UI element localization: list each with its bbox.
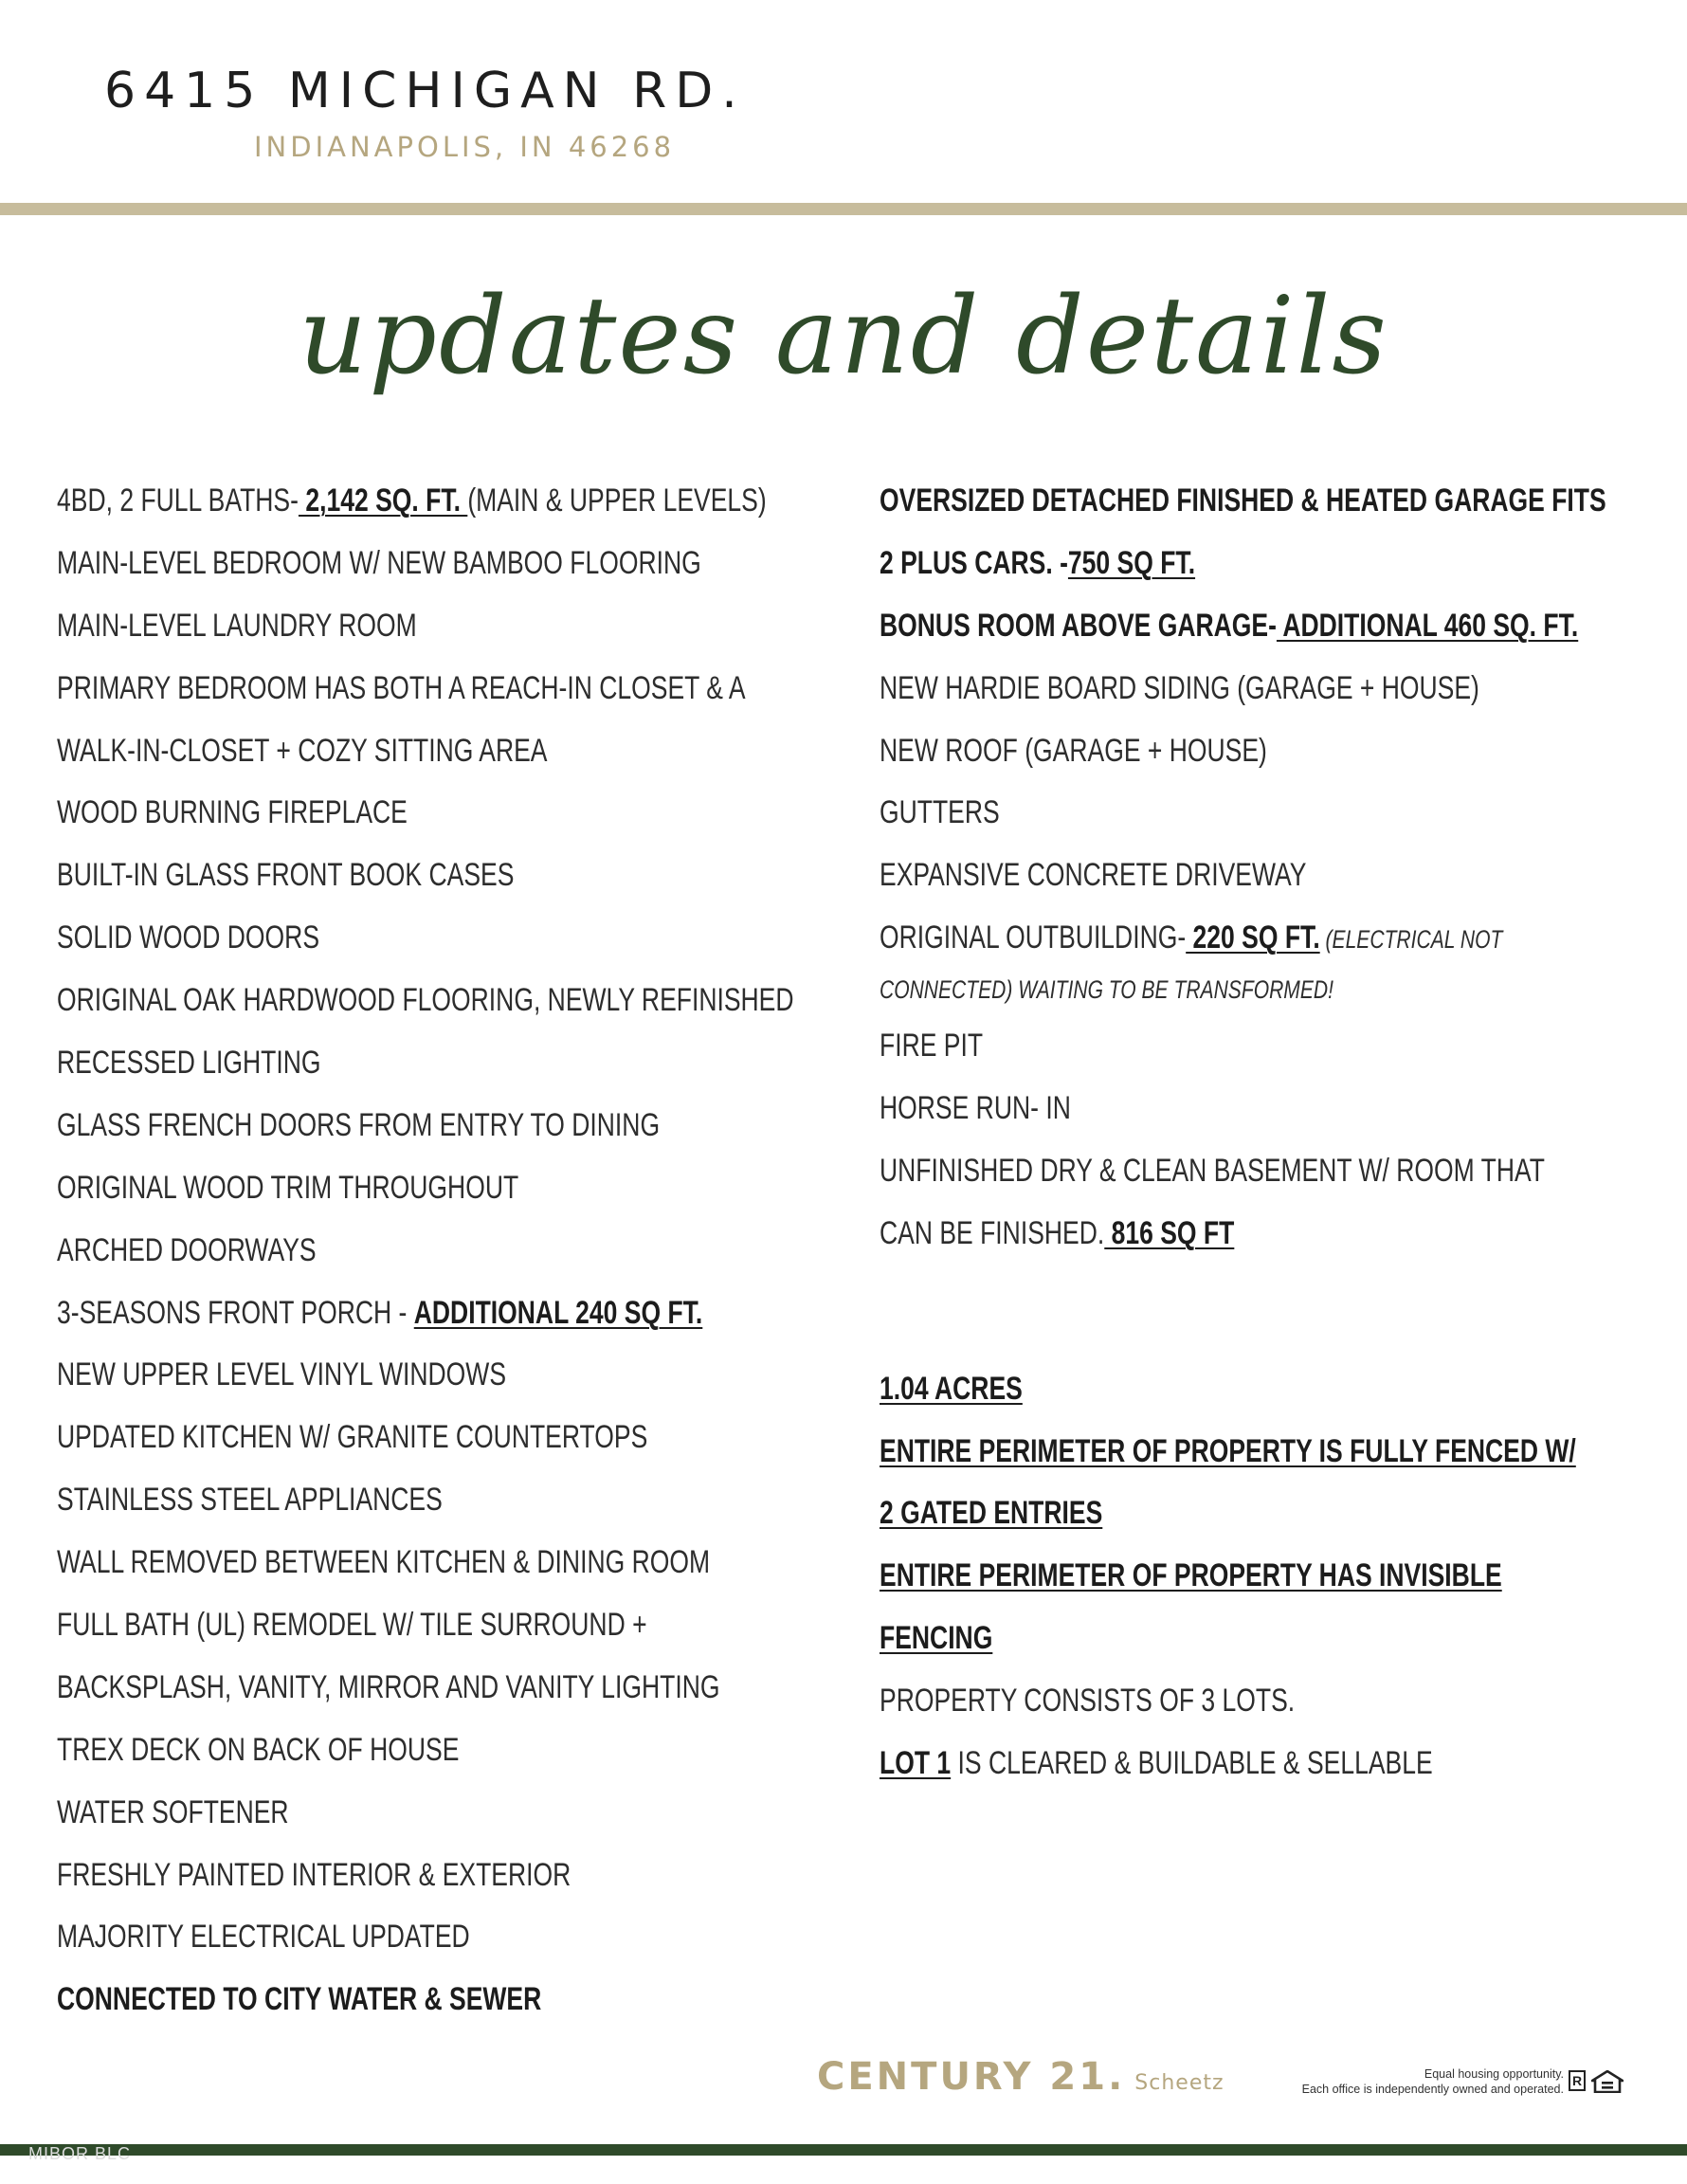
city-state-zip: INDIANAPOLIS, IN 46268 xyxy=(254,131,676,163)
left-feature-list xyxy=(57,471,844,2032)
feature-line: 2 GATED ENTRIES xyxy=(880,1495,1103,1532)
feature-line: FIRE PIT xyxy=(880,1028,984,1065)
feature-line: ENTIRE PERIMETER OF PROPERTY IS FULLY FENCED W/ xyxy=(880,1432,1576,1469)
feature-line: WALK-IN-CLOSET + COZY SITTING AREA xyxy=(57,732,548,769)
feature-line: 1.04 ACRES xyxy=(880,1370,1023,1407)
feature-line: CAN BE FINISHED. 816 SQ FT xyxy=(880,1214,1235,1251)
header-divider xyxy=(0,203,1687,215)
street-address: 6415 MICHIGAN RD. xyxy=(104,63,746,119)
feature-line: ENTIRE PERIMETER OF PROPERTY HAS INVISIBLE xyxy=(880,1557,1502,1594)
feature-line: TREX DECK ON BACK OF HOUSE xyxy=(57,1731,460,1768)
feature-line: STAINLESS STEEL APPLIANCES xyxy=(57,1482,443,1519)
feature-line: GLASS FRENCH DOORS FROM ENTRY TO DINING xyxy=(57,1106,661,1143)
feature-line: EXPANSIVE CONCRETE DRIVEWAY xyxy=(880,857,1307,894)
feature-line: OVERSIZED DETACHED FINISHED & HEATED GARAGE FITS xyxy=(880,482,1606,519)
equal-housing-icon xyxy=(1591,2070,1624,2093)
right-feature-list xyxy=(880,471,1638,1796)
sqft-highlight: 816 SQ FT xyxy=(1104,1214,1235,1251)
feature-line: PRIMARY BEDROOM HAS BOTH A REACH-IN CLOSET & A xyxy=(57,669,746,706)
sqft-highlight: 750 SQ FT. xyxy=(1067,544,1196,581)
feature-line: UNFINISHED DRY & CLEAN BASEMENT W/ ROOM THAT xyxy=(880,1152,1545,1189)
feature-line: GUTTERS xyxy=(880,794,1000,831)
feature-line: FENCING xyxy=(880,1620,993,1657)
feature-line: MAIN-LEVEL LAUNDRY ROOM xyxy=(57,607,417,644)
feature-line: NEW ROOF (GARAGE + HOUSE) xyxy=(880,732,1267,769)
sqft-highlight: 220 SQ FT. xyxy=(1186,919,1320,956)
footer-divider xyxy=(0,2144,1687,2156)
lot-label: LOT 1 xyxy=(880,1745,952,1782)
feature-line: ARCHED DOORWAYS xyxy=(57,1231,317,1268)
brokerage-logo: CENTURY 21. Scheetz xyxy=(817,2055,1224,2099)
feature-line: NEW UPPER LEVEL VINYL WINDOWS xyxy=(57,1356,507,1393)
feature-line: 3-SEASONS FRONT PORCH - ADDITIONAL 240 SQ FT. xyxy=(57,1294,703,1331)
sqft-highlight: 2,142 SQ. FT. xyxy=(298,482,468,519)
feature-line: SOLID WOOD DOORS xyxy=(57,919,320,956)
feature-line: WATER SOFTENER xyxy=(57,1793,289,1830)
sqft-highlight: ADDITIONAL 460 SQ. FT. xyxy=(1276,607,1579,644)
feature-line: HORSE RUN- IN xyxy=(880,1090,1071,1127)
feature-line: FULL BATH (UL) REMODEL W/ TILE SURROUND + xyxy=(57,1607,647,1644)
feature-line: BUILT-IN GLASS FRONT BOOK CASES xyxy=(57,857,515,894)
sqft-highlight: ADDITIONAL 240 SQ FT. xyxy=(413,1294,703,1331)
feature-line: FRESHLY PAINTED INTERIOR & EXTERIOR xyxy=(57,1856,571,1893)
feature-line: WALL REMOVED BETWEEN KITCHEN & DINING ROOM xyxy=(57,1544,711,1581)
feature-line: NEW HARDIE BOARD SIDING (GARAGE + HOUSE) xyxy=(880,669,1479,706)
feature-line: UPDATED KITCHEN W/ GRANITE COUNTERTOPS xyxy=(57,1419,648,1456)
feature-line: LOT 1 IS CLEARED & BUILDABLE & SELLABLE xyxy=(880,1745,1433,1782)
feature-line: WOOD BURNING FIREPLACE xyxy=(57,794,408,831)
equal-housing-notice: Equal housing opportunity. Each office is independently owned and operated. xyxy=(1301,2067,1564,2096)
mls-watermark: MIBOR BLC xyxy=(28,2144,132,2163)
feature-line: CONNECTED TO CITY WATER & SEWER xyxy=(57,1981,542,2018)
feature-line: ORIGINAL OUTBUILDING- 220 SQ FT. (ELECTRICAL NOT xyxy=(880,919,1503,956)
feature-line: MAJORITY ELECTRICAL UPDATED xyxy=(57,1919,470,1956)
realtor-icon: R xyxy=(1569,2070,1586,2091)
feature-line: 2 PLUS CARS. -750 SQ FT. xyxy=(880,544,1196,581)
feature-line: BONUS ROOM ABOVE GARAGE- ADDITIONAL 460 SQ. FT. xyxy=(880,607,1579,644)
feature-line: RECESSED LIGHTING xyxy=(57,1045,321,1082)
section-title: updates and details xyxy=(299,275,1388,398)
spacer xyxy=(880,1266,1638,1359)
feature-line: CONNECTED) WAITING TO BE TRANSFORMED! xyxy=(880,975,1333,1005)
feature-line: 4BD, 2 FULL BATHS- 2,142 SQ. FT. (MAIN & UPPER LEVELS) xyxy=(57,482,767,519)
feature-line: ORIGINAL WOOD TRIM THROUGHOUT xyxy=(57,1169,519,1206)
feature-line: ORIGINAL OAK HARDWOOD FLOORING, NEWLY REFINISHED xyxy=(57,982,794,1019)
feature-line: BACKSPLASH, VANITY, MIRROR AND VANITY LIGHTING xyxy=(57,1668,720,1705)
feature-line: MAIN-LEVEL BEDROOM W/ NEW BAMBOO FLOORING xyxy=(57,544,701,581)
feature-line: PROPERTY CONSISTS OF 3 LOTS. xyxy=(880,1683,1296,1720)
